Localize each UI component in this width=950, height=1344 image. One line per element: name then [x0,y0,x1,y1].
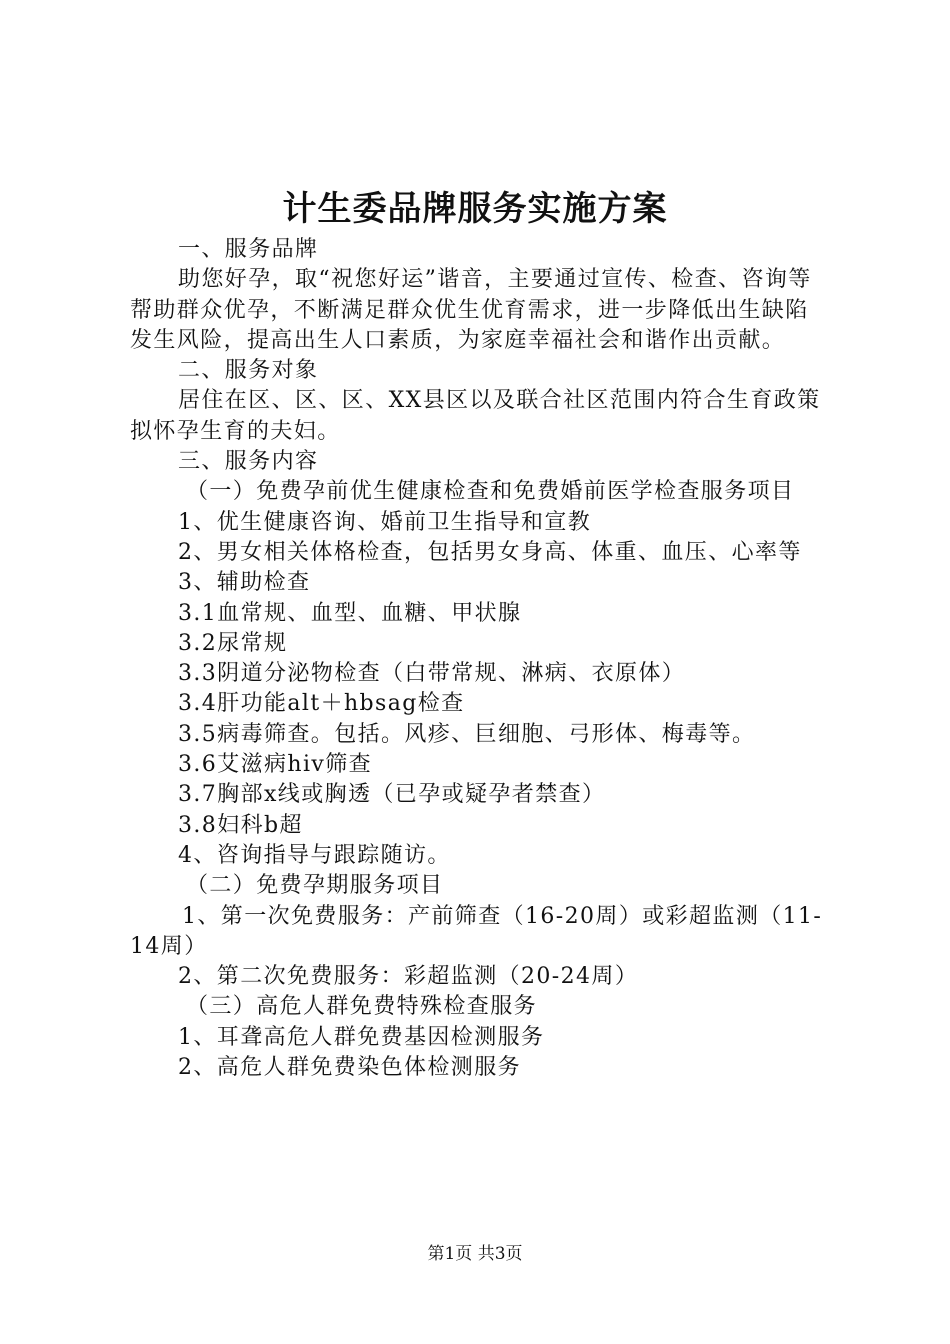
section-heading: 一、服务品牌 [178,237,319,262]
list-item: 3.5病毒筛查。包括。风疹、巨细胞、弓形体、梅毒等。 [178,721,756,747]
subsection-heading: （一）免费孕前优生健康检查和免费婚前医学检查服务项目 [186,479,795,505]
paragraph: 助您好孕，取“祝您好运”谐音，主要通过宣传、检查、咨询等帮助群众优孕，不断满足群众优生优育需求，进一步降低出生缺陷发生风险，提高出生人口素质，为家庭幸福社会和谐作出贡献。 [130,267,812,353]
list-item: 1、第一次免费服务：产前筛查（16-20周）或彩超监测（11-14周） [130,903,823,959]
subsection-heading: （二）免费孕期服务项目 [186,873,444,899]
section-heading: 三、服务内容 [178,449,319,475]
list-item: 3.7胸部x线或胸透（已孕或疑孕者禁查） [178,782,606,808]
list-item: 3.2尿常规 [178,630,288,656]
list-item: 1、优生健康咨询、婚前卫生指导和宣教 [178,509,592,535]
list-item: 4、咨询指导与跟踪随访。 [178,842,451,868]
list-item: 3、辅助检查 [178,570,311,596]
document-body [130,235,830,1083]
section-heading: 二、服务对象 [178,358,319,384]
paragraph: 居住在区、区、区、XX县区以及联合社区范围内符合生育政策拟怀孕生育的夫妇。 [130,388,821,444]
list-item: 3.3阴道分泌物检查（白带常规、淋病、衣原体） [178,661,686,687]
page-footer: 第1页 共3页 [427,1244,523,1264]
list-item: 2、高危人群免费染色体检测服务 [178,1055,521,1081]
list-item: 3.6艾滋病hiv筛查 [178,752,373,778]
list-item: 3.8妇科b超 [178,812,303,838]
list-item: 2、男女相关体格检查，包括男女身高、体重、血压、心率等 [178,539,802,565]
list-item: 1、耳聋高危人群免费基因检测服务 [178,1024,545,1050]
list-item: 2、第二次免费服务：彩超监测（20-24周） [178,964,639,990]
document-title: 计生委品牌服务实施方案 [282,189,668,229]
list-item: 3.1血常规、血型、血糖、甲状腺 [178,600,522,626]
list-item: 3.4肝功能alt＋hbsag检查 [178,691,465,717]
subsection-heading: （三）高危人群免费特殊检查服务 [186,994,538,1020]
